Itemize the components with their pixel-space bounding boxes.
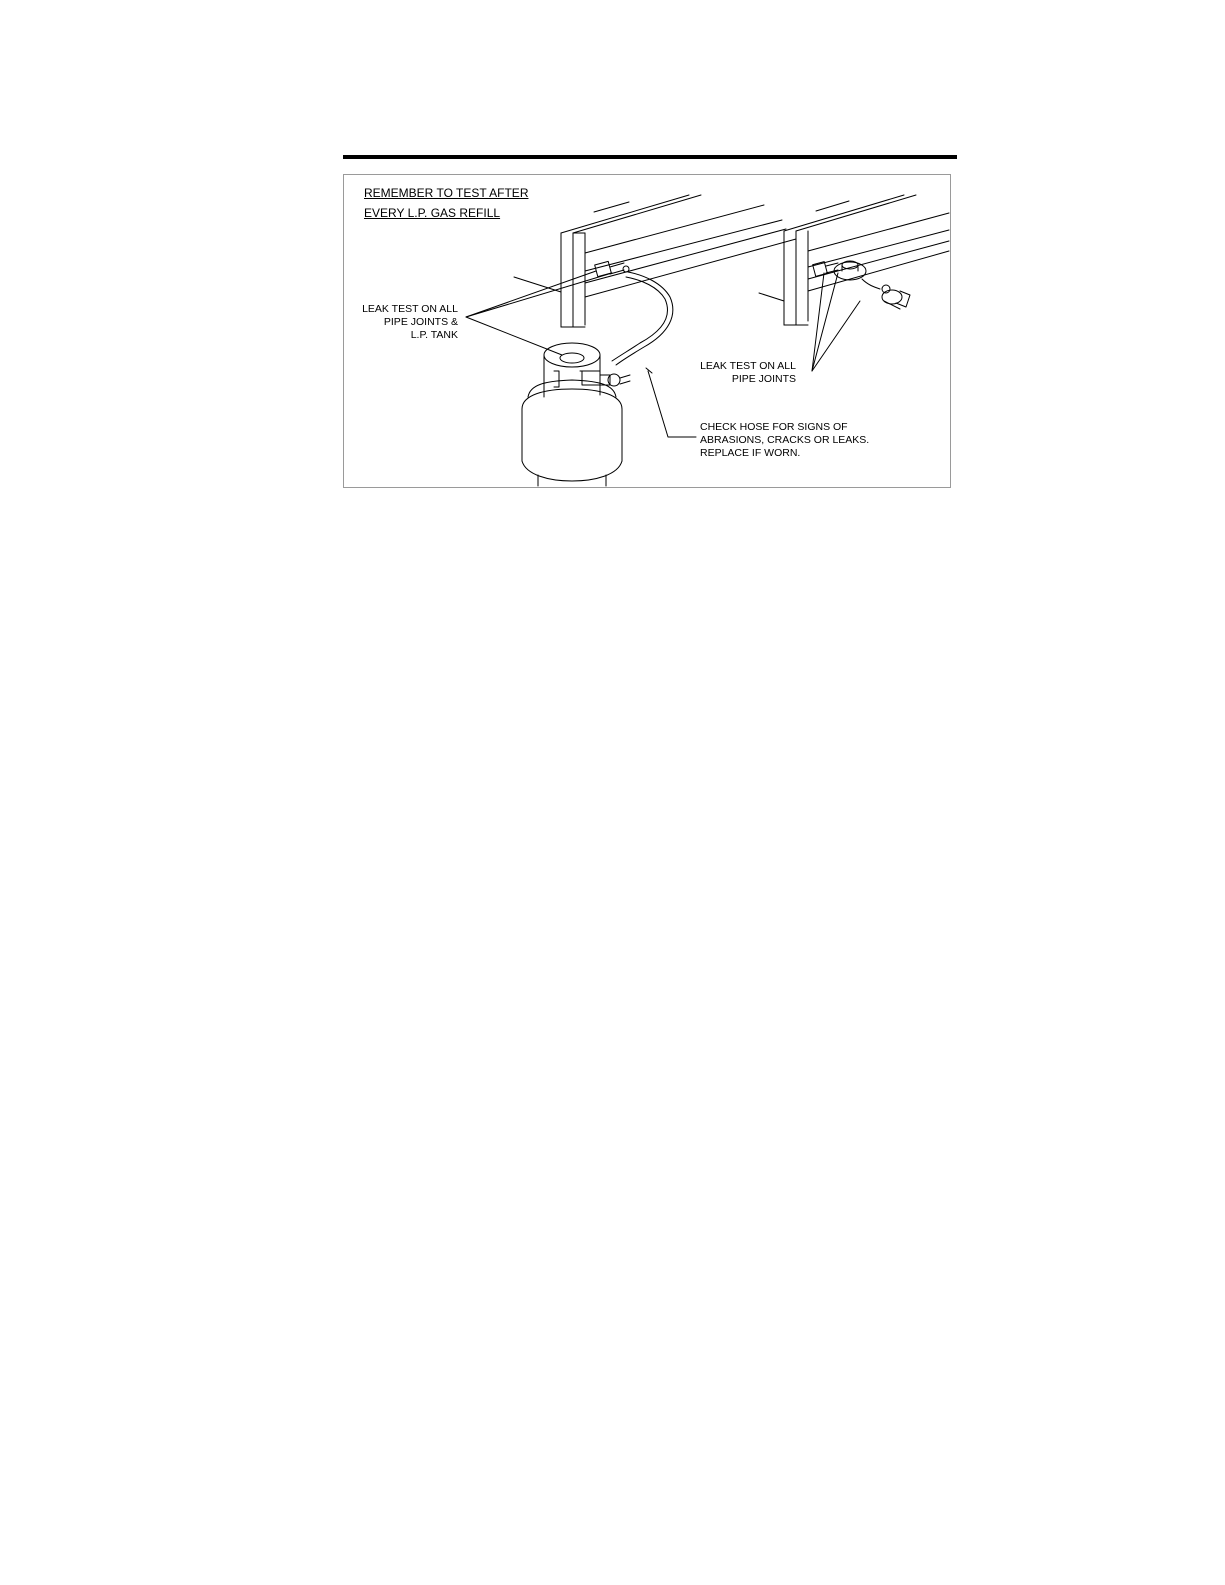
left-callout-line-3: L.P. TANK — [410, 329, 458, 341]
right-callout-line-1: LEAK TEST ON ALL — [700, 360, 796, 372]
right-regulator — [813, 261, 910, 309]
hose-callout-line-3: REPLACE IF WORN. — [700, 447, 801, 459]
left-grill-frame — [514, 195, 796, 327]
hose-callout-leader — [646, 368, 696, 437]
leak-test-figure — [343, 174, 951, 488]
right-callout-line-2: PIPE JOINTS — [731, 373, 796, 385]
hose-callout-line-1: CHECK HOSE FOR SIGNS OF — [700, 421, 848, 433]
hose — [612, 272, 673, 365]
left-callout-line-2: PIPE JOINTS & — [383, 316, 458, 328]
figure-heading-line-1: REMEMBER TO TEST AFTER — [364, 186, 529, 200]
lp-tank — [522, 343, 630, 486]
figure-heading-line-2: EVERY L.P. GAS REFILL — [364, 206, 501, 220]
hose-callout-line-2: ABRASIONS, CRACKS OR LEAKS. — [700, 434, 870, 446]
page-top-rule — [343, 155, 957, 159]
left-callout-line-1: LEAK TEST ON ALL — [362, 303, 458, 315]
left-callout-leaders — [466, 271, 612, 355]
right-grill-frame — [759, 195, 949, 325]
